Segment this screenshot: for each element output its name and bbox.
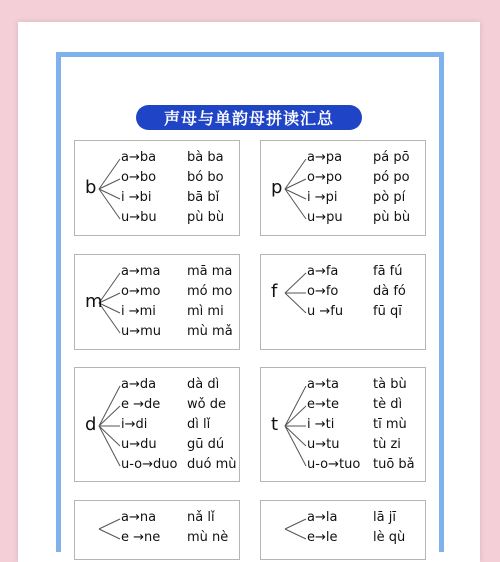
pinyin-word: fū qī — [373, 304, 402, 319]
initial-consonant: d — [85, 414, 97, 435]
spelling-combo: e→le — [307, 530, 338, 545]
pinyin-word: mù mǎ — [187, 324, 233, 339]
spelling-combo: o→po — [307, 170, 343, 185]
spelling-combo: i →bi — [121, 190, 152, 205]
spelling-combo: a→ba — [121, 150, 157, 165]
pinyin-word: tī mù — [373, 417, 407, 432]
spelling-combo: u→mu — [121, 324, 162, 339]
syllable-card — [260, 500, 426, 560]
pinyin-word: dà fó — [373, 284, 406, 299]
pinyin-word: duó mù — [187, 457, 237, 472]
pinyin-word: wǒ de — [187, 397, 226, 412]
spelling-combo: a→pa — [307, 150, 343, 165]
pinyin-word: mì mi — [187, 304, 224, 319]
syllable-card — [260, 254, 426, 350]
spelling-combo: a→da — [121, 377, 157, 392]
pinyin-word: dà dì — [187, 377, 220, 392]
spelling-combo: o→mo — [121, 284, 161, 299]
pinyin-word: pù bù — [187, 210, 225, 225]
page-title: 声母与单韵母拼读汇总 — [136, 105, 362, 130]
initial-consonant: m — [85, 291, 103, 312]
syllable-card — [74, 367, 240, 482]
branch-line — [285, 273, 306, 293]
pinyin-word: tà bù — [373, 377, 407, 392]
spelling-combo: i →pi — [307, 190, 338, 205]
branch-line — [285, 426, 306, 446]
syllable-card — [260, 140, 426, 236]
pinyin-word: bó bo — [187, 170, 224, 185]
pinyin-word: mó mo — [187, 284, 233, 299]
initial-consonant: b — [85, 177, 97, 198]
branch-line — [99, 426, 120, 466]
spelling-combo: a→fa — [307, 264, 339, 279]
pinyin-word: tè dì — [373, 397, 403, 412]
initial-consonant: t — [271, 414, 279, 435]
pinyin-word: pá pō — [373, 150, 410, 165]
spelling-combo: u-o→tuo — [307, 457, 361, 472]
branch-line — [285, 386, 306, 426]
spelling-combo: e →de — [121, 397, 161, 412]
syllable-card — [260, 367, 426, 482]
pinyin-word: tuō bǎ — [373, 457, 415, 472]
pinyin-word: pù bù — [373, 210, 411, 225]
spelling-combo: u→pu — [307, 210, 343, 225]
syllable-card — [74, 140, 240, 236]
pinyin-word: mā ma — [187, 264, 233, 279]
pinyin-word: tù zi — [373, 437, 401, 452]
branch-line — [285, 519, 306, 529]
branch-line — [285, 529, 306, 539]
spelling-combo: i →ti — [307, 417, 335, 432]
branch-line — [99, 386, 120, 426]
spelling-combo: u→tu — [307, 437, 340, 452]
branch-line — [285, 426, 306, 466]
pinyin-word: pò pí — [373, 190, 406, 205]
branch-line — [285, 406, 306, 426]
pinyin-word: gū dú — [187, 437, 225, 452]
pinyin-word: nǎ lǐ — [187, 510, 215, 525]
spelling-combo: a→ma — [121, 264, 161, 279]
initial-consonant: p — [271, 177, 283, 198]
spelling-combo: a→la — [307, 510, 338, 525]
spelling-combo: i →mi — [121, 304, 156, 319]
pinyin-word: mù nè — [187, 530, 229, 545]
pinyin-word: lè qù — [373, 530, 406, 545]
pinyin-word: fā fú — [373, 264, 403, 279]
spelling-combo: u→du — [121, 437, 157, 452]
branch-line — [99, 519, 120, 529]
spelling-combo: i→di — [121, 417, 148, 432]
syllable-card — [74, 500, 240, 560]
spelling-combo: u →fu — [307, 304, 344, 319]
initial-consonant: f — [271, 281, 278, 302]
pinyin-word: dì lǐ — [187, 417, 211, 432]
pinyin-word: bà ba — [187, 150, 224, 165]
spelling-combo: u-o→duo — [121, 457, 178, 472]
branch-line — [99, 529, 120, 539]
spelling-combo: o→bo — [121, 170, 157, 185]
spelling-combo: e→te — [307, 397, 339, 412]
syllable-card — [74, 254, 240, 350]
pinyin-word: lā jī — [373, 510, 396, 525]
branch-line — [99, 406, 120, 426]
pinyin-word: pó po — [373, 170, 410, 185]
pinyin-word: bā bǐ — [187, 190, 220, 205]
branch-line — [285, 293, 306, 313]
spelling-combo: o→fo — [307, 284, 339, 299]
branch-line — [99, 426, 120, 446]
spelling-combo: a→na — [121, 510, 157, 525]
spelling-combo: u→bu — [121, 210, 157, 225]
spelling-combo: e →ne — [121, 530, 161, 545]
spelling-combo: a→ta — [307, 377, 339, 392]
